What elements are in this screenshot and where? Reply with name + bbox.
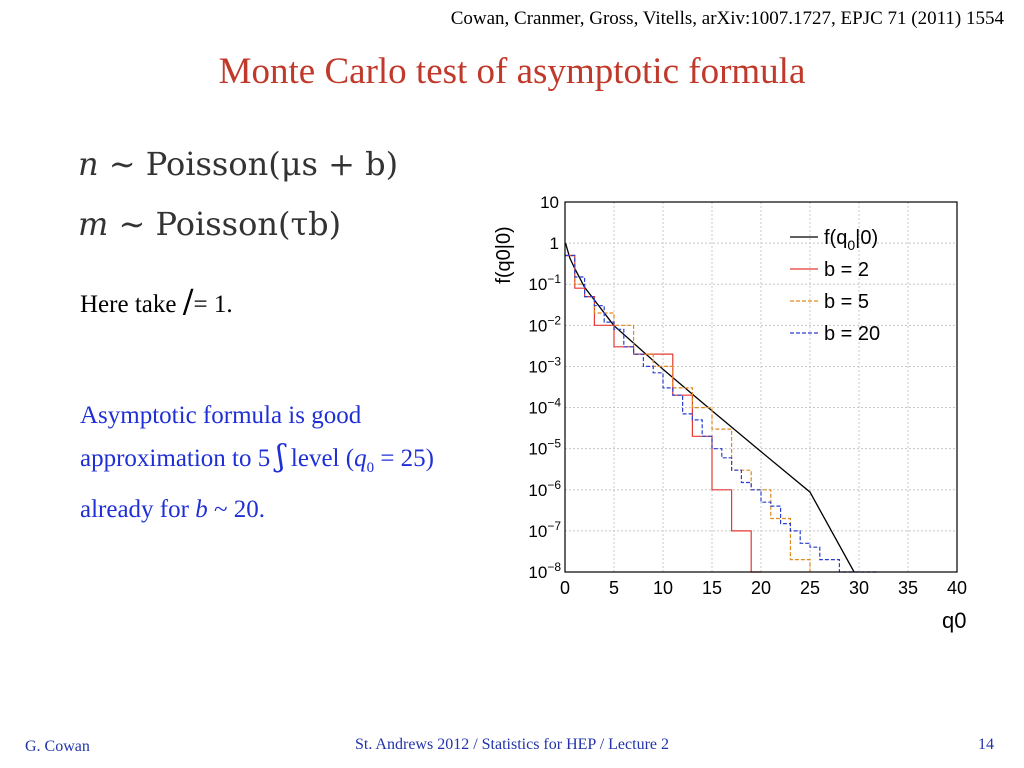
y-tick-label: $10^{-7}$ [528, 518, 561, 541]
equation-n-var: n [78, 145, 99, 183]
legend-label: b = 5 [824, 291, 870, 313]
footer-author: G. Cowan [25, 738, 90, 755]
legend-label: b = 20 [824, 323, 881, 345]
asym-glyph: ʃ [276, 439, 285, 474]
x-tick-label: 0 [559, 578, 571, 598]
x-tick-label: 25 [799, 578, 821, 598]
y-tick-label: $10^{-4}$ [528, 395, 561, 418]
x-tick-label: 40 [946, 578, 968, 598]
equation-n-rel: ∼ [108, 145, 136, 183]
equation-n-rhs: Poisson(μs + b) [145, 145, 399, 183]
series-line-2 [565, 256, 810, 573]
here-take-glyph: / [182, 282, 194, 320]
footer-page-number: 14 [978, 736, 994, 753]
x-tick-label: 35 [897, 578, 919, 598]
y-axis-label: f(q0|0) [493, 226, 515, 284]
asym-part2: level ( [290, 445, 355, 472]
x-tick-label: 20 [750, 578, 772, 598]
footer-course: St. Andrews 2012 / Statistics for HEP / Lecture 2 [354, 736, 670, 753]
x-tick-label: 30 [848, 578, 870, 598]
equation-n [78, 145, 398, 183]
legend-label: b = 2 [824, 259, 870, 281]
x-tick-label: 10 [652, 578, 674, 598]
equation-m-rel: ∼ [118, 205, 146, 243]
slide-title: Monte Carlo test of asymptotic formula [218, 51, 806, 92]
asymptotic-note [80, 395, 460, 530]
y-tick-label: $10^{-3}$ [528, 354, 561, 377]
equation-m-rhs: Poisson(τb) [155, 205, 342, 243]
equation-m-var: m [78, 205, 109, 243]
here-take-text [80, 282, 233, 320]
y-tick-label: 1 [549, 234, 559, 254]
chart [490, 185, 990, 645]
x-axis-label: q0 [942, 608, 967, 633]
y-tick-label: $10^{-1}$ [528, 272, 561, 295]
legend-label: $f(q_0|0)$ [824, 227, 879, 253]
x-tick-label: 15 [701, 578, 723, 598]
asym-b: b [195, 496, 208, 523]
y-tick-label: $10^{-2}$ [528, 313, 561, 336]
x-tick-label: 5 [608, 578, 620, 598]
asym-part1: Asymptotic formula is good approximation to 5 [80, 402, 362, 472]
asym-sub: 0 [366, 460, 375, 476]
y-tick-label: 10 [540, 193, 559, 212]
y-tick-label: $10^{-6}$ [528, 477, 561, 500]
citation: Cowan, Cranmer, Gross, Vitells, arXiv:1007.1727, EPJC 71 (2011) 1554 [450, 8, 1004, 29]
here-take-suffix: = 1. [193, 291, 233, 318]
chart-grid [565, 202, 957, 572]
chart-legend [790, 227, 880, 345]
here-take-prefix: Here take [80, 291, 177, 318]
y-tick-label: $10^{-5}$ [528, 436, 561, 459]
chart-axes [528, 193, 967, 598]
y-tick-label: $10^{-8}$ [528, 560, 561, 582]
asym-q: q [354, 445, 367, 472]
asym-part3: = 25) already for [80, 445, 435, 523]
asym-part4: ~ 20. [207, 496, 265, 523]
equation-m [78, 205, 341, 243]
